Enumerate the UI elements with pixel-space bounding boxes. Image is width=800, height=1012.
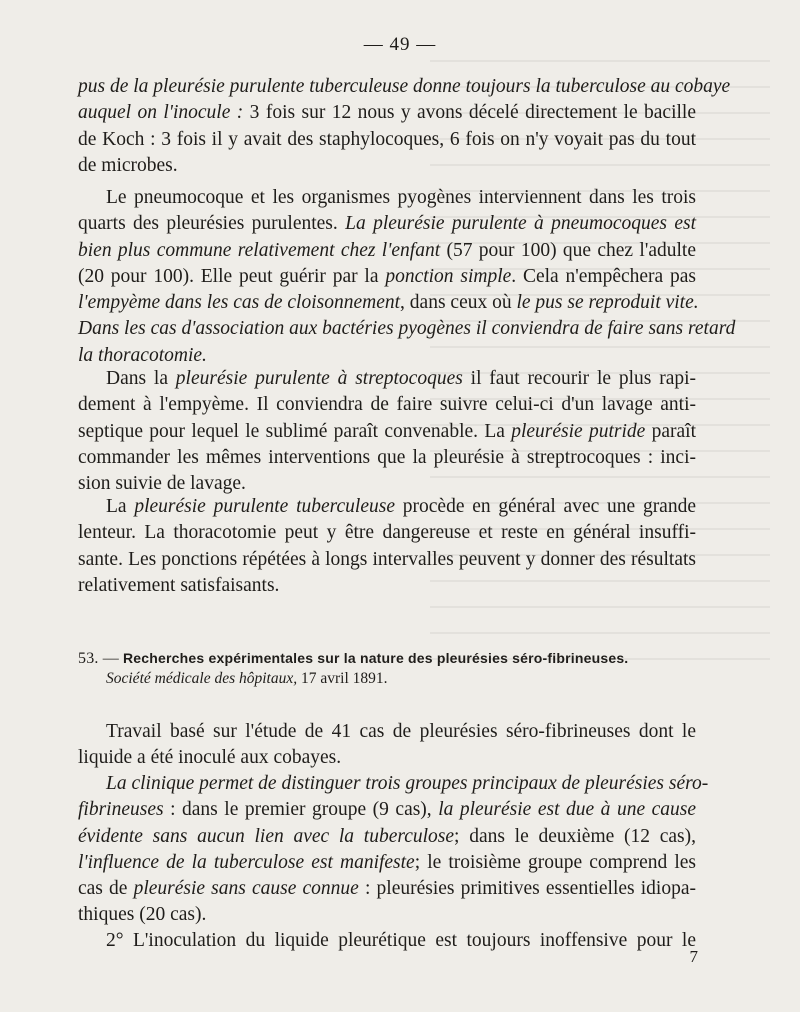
text-run: sion suivie de lavage. xyxy=(78,473,246,495)
text-line xyxy=(78,928,696,954)
text-run: dement à l'empyème. Il conviendra de faire suivre celui-ci d'un lavage anti- xyxy=(78,394,696,416)
entry-number: 53. xyxy=(78,650,99,667)
text-line xyxy=(78,153,696,179)
text-line xyxy=(78,824,696,850)
signature-mark: 7 xyxy=(689,947,698,966)
text-line xyxy=(78,850,696,876)
text-line xyxy=(78,74,731,100)
text-line xyxy=(78,797,696,823)
entry-source-journal: Société médicale des hôpitaux, xyxy=(106,670,298,687)
italic-text: la pleurésie est due à une cause xyxy=(438,799,696,821)
italic-text: l'influence de la tuberculose est manifeste xyxy=(78,851,415,873)
paragraph-tuberculous-inoculation xyxy=(78,74,731,179)
text-run: liquide a été inoculé aux cobayes. xyxy=(78,747,342,769)
text-line xyxy=(78,185,696,211)
text-line xyxy=(78,290,699,316)
entry-dash: — xyxy=(102,650,119,667)
paragraph-study-basis xyxy=(78,719,696,772)
paragraph-clinical-groups xyxy=(78,771,709,929)
text-line xyxy=(78,392,696,418)
italic-text: pleurésie putride xyxy=(511,420,646,442)
text-line xyxy=(78,876,696,902)
text-line xyxy=(78,902,696,928)
text-line xyxy=(78,127,696,153)
text-run: cas de xyxy=(78,878,134,900)
italic-text: le pus se reproduit vite. xyxy=(516,292,699,314)
entry-source xyxy=(106,670,388,688)
text-run: il faut recourir le plus rapi- xyxy=(462,368,697,389)
text-run: commander les mêmes interventions que la pleurésie à streptrocoques : inci- xyxy=(78,446,696,468)
italic-text: pleurésie purulente tuberculeuse xyxy=(134,496,395,517)
text-run: (57 pour 100) que chez l'adulte xyxy=(440,239,696,261)
text-run: ; dans le deuxième (12 cas), xyxy=(454,825,696,847)
paragraph-pneumococcus xyxy=(78,185,736,369)
entry-source-date: 17 avril 1891. xyxy=(297,670,388,687)
text-run: relativement satisfaisants. xyxy=(78,574,280,596)
italic-text: ponction simple xyxy=(385,265,512,287)
text-run: de microbes. xyxy=(78,154,178,176)
text-run: lenteur. La thoracotomie peut y être dangereuse et reste en général insuffi- xyxy=(78,522,696,544)
text-line xyxy=(78,419,696,445)
text-run: : pleurésies primitives essentielles idiopa- xyxy=(358,878,696,900)
text-line xyxy=(78,100,696,126)
text-run: La xyxy=(106,496,135,517)
text-run: (20 pour 100). Elle peut guérir par la xyxy=(78,265,386,287)
text-run: procède en général avec une grande xyxy=(395,496,696,517)
text-run: de Koch : 3 fois il y avait des staphylocoques, 6 fois on n'y voyait pas du tout xyxy=(78,128,696,150)
italic-text: La pleurésie purulente à pneumocoques est xyxy=(345,213,696,235)
text-run: septique pour lequel le sublimé paraît convenable. La xyxy=(78,420,512,442)
italic-text: fibrineuses xyxy=(78,799,164,821)
italic-text: La clinique permet de distinguer trois groupes principaux de pleurésies séro- xyxy=(106,773,709,794)
italic-text: la thoracotomie. xyxy=(78,344,207,366)
text-line xyxy=(78,573,696,599)
text-line xyxy=(78,719,696,745)
italic-text: pus de la pleurésie purulente tuberculeuse donne toujours la tuberculose au cobaye xyxy=(78,76,731,97)
text-run: ; le troisième groupe comprend les xyxy=(414,851,696,873)
text-run: 2° L'inoculation du liquide pleurétique est toujours inoffensive pour le xyxy=(106,930,696,951)
text-run: Dans la xyxy=(106,368,176,389)
text-run: Le pneumocoque et les organismes pyogènes interviennent dans les trois xyxy=(106,187,696,208)
text-line xyxy=(78,547,696,573)
page-number: — 49 — xyxy=(363,34,437,55)
text-run: paraît xyxy=(645,420,697,442)
entry-heading xyxy=(78,650,698,668)
italic-text: Dans les cas d'association aux bactéries pyogènes il conviendra de faire sans retard xyxy=(78,318,736,340)
text-line xyxy=(78,238,696,264)
text-run: . Cela n'empêchera pas xyxy=(511,265,696,287)
text-line xyxy=(78,771,709,797)
text-line xyxy=(78,316,736,342)
paragraph-inoculation xyxy=(78,928,696,954)
text-line xyxy=(78,445,696,471)
paragraph-streptococcus xyxy=(78,366,696,497)
text-run: Travail basé sur l'étude de 41 cas de pleurésies séro-fibrineuses dont le xyxy=(106,721,696,742)
text-run: quarts des pleurésies purulentes. xyxy=(78,213,346,235)
text-run: : dans le premier groupe (9 cas), xyxy=(163,799,439,821)
italic-text: l'empyème dans les cas de cloisonnement xyxy=(78,292,401,314)
italic-text: pleurésie sans cause connue xyxy=(133,878,359,900)
text-line xyxy=(78,366,696,392)
italic-text: bien plus commune relativement chez l'enfant xyxy=(78,239,441,261)
entry-title: Recherches expérimentales sur la nature des pleurésies séro-fibrineuses. xyxy=(123,650,629,666)
text-run: 3 fois sur 12 nous y avons décelé directement le bacille xyxy=(243,102,696,124)
text-run: , dans ceux où xyxy=(400,292,517,314)
text-line xyxy=(78,211,696,237)
text-run: sante. Les ponctions répétées à longs intervalles peuvent y donner des résultats xyxy=(78,548,696,570)
text-line xyxy=(78,494,696,520)
italic-text: auquel on l'inocule : xyxy=(78,102,244,124)
text-line xyxy=(78,520,696,546)
paragraph-tuberculous-pleurisy xyxy=(78,494,696,599)
italic-text: évidente sans aucun lien avec la tuberculose xyxy=(78,825,455,847)
italic-text: pleurésie purulente à streptocoques xyxy=(175,368,463,389)
text-line xyxy=(78,745,696,771)
text-run: thiques (20 cas). xyxy=(78,904,207,926)
text-line xyxy=(78,264,696,290)
